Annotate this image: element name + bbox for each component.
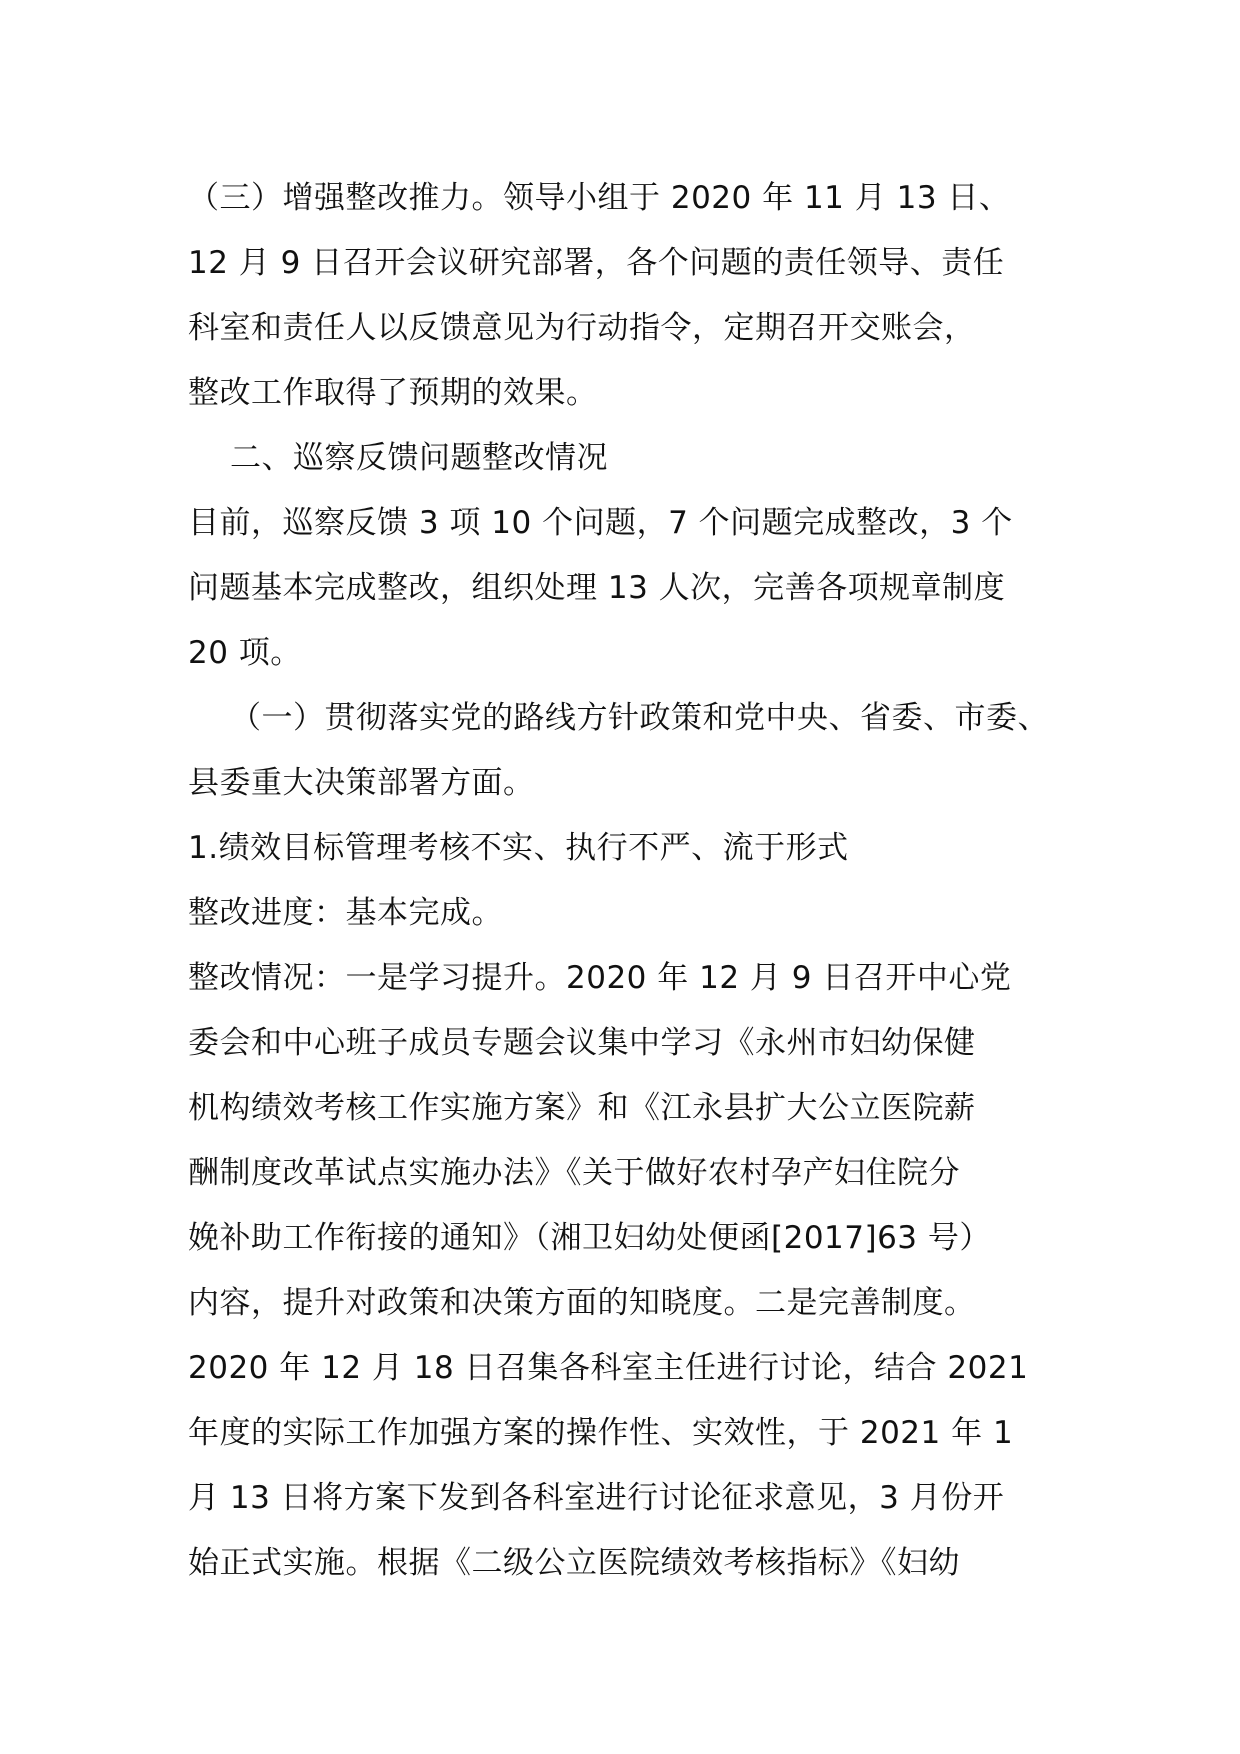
text-line: 县委重大决策部署方面。 [188, 765, 535, 801]
text-line: 问题基本完成整改，组织处理 13 人次，完善各项规章制度 [188, 570, 1006, 606]
text-line: 内容，提升对政策和决策方面的知晓度。二是完善制度。 [188, 1285, 976, 1321]
text-line: 目前，巡察反馈 3 项 10 个问题，7 个问题完成整改，3 个 [188, 505, 1013, 541]
item-heading: 1.绩效目标管理考核不实、执行不严、流于形式 [188, 830, 849, 866]
section-heading: 二、巡察反馈问题整改情况 [230, 440, 608, 476]
document-body [188, 166, 1088, 1596]
text-line: 始正式实施。根据《二级公立医院绩效考核指标》《妇幼 [188, 1545, 960, 1581]
text-line: 娩补助工作衔接的通知》（湘卫妇幼处便函[2017]63 号） [188, 1220, 991, 1256]
text-line: 科室和责任人以反馈意见为行动指令，定期召开交账会， [188, 310, 976, 346]
text-line: 整改情况：一是学习提升。2020 年 12 月 9 日召开中心党 [188, 960, 1012, 996]
text-line: 年度的实际工作加强方案的操作性、实效性，于 2021 年 1 [188, 1415, 1014, 1451]
text-line: 机构绩效考核工作实施方案》和《江永县扩大公立医院薪 [188, 1090, 976, 1126]
text-line: 整改工作取得了预期的效果。 [188, 375, 598, 411]
text-line: 12 月 9 日召开会议研究部署，各个问题的责任领导、责任 [188, 245, 1005, 281]
text-line: 2020 年 12 月 18 日召集各科室主任进行讨论，结合 2021 [188, 1350, 1029, 1386]
progress-line: 整改进度：基本完成。 [188, 895, 503, 931]
subsection-heading: （一）贯彻落实党的路线方针政策和党中央、省委、市委、 [230, 700, 1049, 736]
text-line: 20 项。 [188, 635, 302, 671]
text-line: 酬制度改革试点实施办法》《关于做好农村孕产妇住院分 [188, 1155, 960, 1191]
text-line: 月 13 日将方案下发到各科室进行讨论征求意见，3 月份开 [188, 1480, 1005, 1516]
text-line: 委会和中心班子成员专题会议集中学习《永州市妇幼保健 [188, 1025, 976, 1061]
text-line: （三）增强整改推力。领导小组于 2020 年 11 月 13 日、 [188, 180, 1011, 216]
